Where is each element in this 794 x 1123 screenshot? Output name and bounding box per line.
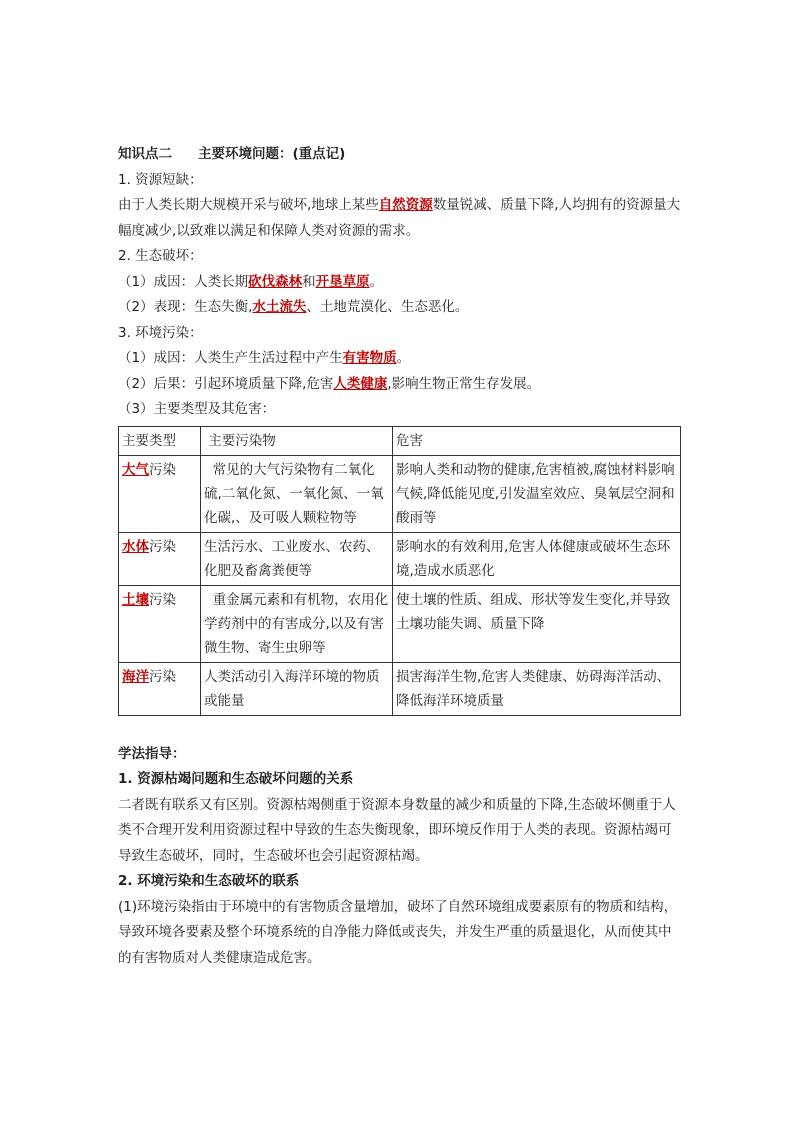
resource-text: 由于人类长期大规模开采与破坏,地球上某些 xyxy=(118,197,379,213)
type-highlight: 水体 xyxy=(122,538,149,555)
ecology-cause xyxy=(118,270,683,296)
table-header-text: 主要污染物 xyxy=(208,432,276,449)
table-cell-pollutants: 生活污水、工业废水、农药、化肥及畜禽粪便等 xyxy=(201,532,393,585)
guide-title: 学法指导： xyxy=(118,745,186,762)
table-header: 主要类型 xyxy=(119,426,201,455)
type-suffix: 污染 xyxy=(149,461,176,478)
type-highlight: 海洋 xyxy=(122,668,149,685)
type-suffix: 污染 xyxy=(149,668,176,685)
resource-text-post: 数量锐减、质量下降,人均拥有的资源量大幅度减少,以致难以满足和保障人类对资源的需求。 xyxy=(118,197,681,239)
section-title-line xyxy=(118,142,683,168)
ecology-cause-highlight-2: 开垦草原 xyxy=(315,273,370,290)
guide-paragraph-2: (1)环境污染指由于环境中的有害物质含量增加，破坏了自然环境组成要素原有的物质和结构，导致环境各要素及整个环境系统的自净能力降低或丧失，并发生严重的质量退化，从而使其中的有害物质对人类健康造成危害。 xyxy=(118,898,678,966)
pollution-cause-end: 。 xyxy=(396,350,411,366)
ecology-cause-mid: 和 xyxy=(302,273,316,290)
pollution-cause-text: （1）成因：人类生产生活过程中产生 xyxy=(118,350,343,366)
ecology-cause-end: 。 xyxy=(369,273,384,290)
ecology-cause-text: （1）成因：人类长期 xyxy=(118,273,249,290)
pollutants-text: 常见的大气污染物有二氧化硫,二氧化氮、一氧化氮、一氧化碳,、及可吸人颗粒物等 xyxy=(204,461,384,526)
pollution-heading: 3. 环境污染： xyxy=(118,324,203,341)
ecology-heading: 2. 生态破坏： xyxy=(118,248,203,264)
pollution-result-highlight: 人类健康 xyxy=(333,375,388,392)
pollution-cause xyxy=(118,346,683,372)
ecology-effect-text: （2）表现：生态失衡, xyxy=(118,299,253,315)
table-cell-type xyxy=(119,585,201,662)
guide-heading-1: 1. 资源枯竭问题和生态破坏问题的关系 xyxy=(118,771,354,787)
table-row xyxy=(119,532,681,585)
table-cell-type xyxy=(119,532,201,585)
table-cell-pollutants xyxy=(201,585,393,662)
type-suffix: 污染 xyxy=(149,591,176,608)
guide-heading-2: 2. 环境污染和生态破坏的联系 xyxy=(118,873,300,889)
resource-heading: 1. 资源短缺： xyxy=(118,171,203,188)
section-subtitle: 主要环境问题：(重点记) xyxy=(198,146,346,162)
pollution-table xyxy=(118,426,681,716)
table-row xyxy=(119,662,681,715)
ecology-cause-highlight-1: 砍伐森林 xyxy=(248,273,303,290)
table-header xyxy=(201,426,393,455)
pollution-types-heading: （3）主要类型及其危害： xyxy=(118,401,276,417)
spacer xyxy=(118,716,683,742)
table-cell-type xyxy=(119,662,201,715)
pollution-cause-highlight: 有害物质 xyxy=(342,350,397,366)
type-highlight: 土壤 xyxy=(122,591,149,608)
pollution-result-text: （2）后果：引起环境质量下降,危害 xyxy=(118,375,334,392)
table-cell-harm: 影响人类和动物的健康,危害植被,腐蚀材料影响气候,降低能见度,引发温室效应、臭氧层空洞和酸雨等 xyxy=(393,455,681,532)
table-row xyxy=(119,455,681,532)
type-suffix: 污染 xyxy=(149,538,176,555)
table-cell-pollutants: 人类活动引入海洋环境的物质或能量 xyxy=(201,662,393,715)
ecology-effect-end: 、土地荒漠化、生态恶化。 xyxy=(306,299,469,315)
ecology-effect xyxy=(118,295,683,321)
section-title: 知识点二 xyxy=(118,146,172,162)
table-cell-harm: 使土壤的性质、组成、形状等发生变化,并导致土壤功能失调、质量下降 xyxy=(393,585,681,662)
table-header: 危害 xyxy=(393,426,681,455)
table-cell-type xyxy=(119,455,201,532)
pollution-result xyxy=(118,372,683,398)
resource-paragraph xyxy=(118,193,683,244)
table-cell-pollutants xyxy=(201,455,393,532)
resource-highlight: 自然资源 xyxy=(378,197,433,213)
pollution-result-end: ,影响生物正常生存发展。 xyxy=(387,375,541,392)
table-header-row xyxy=(119,426,681,455)
table-row xyxy=(119,585,681,662)
document-page xyxy=(118,142,683,971)
ecology-effect-highlight: 水土流失 xyxy=(252,299,307,315)
table-cell-harm: 影响水的有效利用,危害人体健康或破坏生态环境,造成水质恶化 xyxy=(393,532,681,585)
table-cell-harm: 损害海洋生物,危害人类健康、妨碍海洋活动、降低海洋环境质量 xyxy=(393,662,681,715)
type-highlight: 大气 xyxy=(122,461,149,478)
guide-paragraph-1: 二者既有联系又有区别。资源枯竭侧重于资源本身数量的减少和质量的下降,生态破坏侧重于人类不合理开发利用资源过程中导致的生态失衡现象，即环境反作用于人类的表现。资源枯竭可导致生态破坏，同时，生态破坏也会引起资源枯竭。 xyxy=(118,796,676,864)
pollutants-text: 重金属元素和有机物，农用化学药剂中的有害成分,以及有害微生物、寄生虫卵等 xyxy=(204,591,389,656)
